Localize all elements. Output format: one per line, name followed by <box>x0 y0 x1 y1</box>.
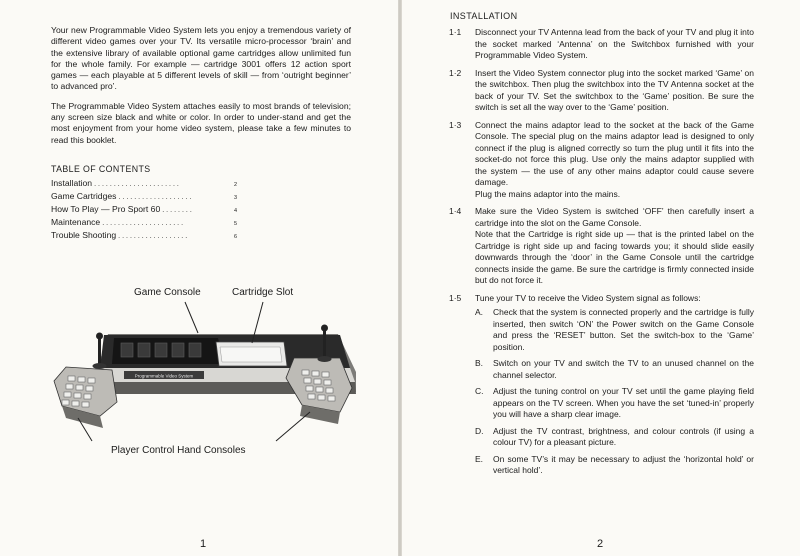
step-text: Disconnect your TV Antenna lead from the back of your TV and plug it into the socket marked ‘Antenna’ on the Switchbox furnished with your Programmable Video System. <box>475 27 754 60</box>
step-text: Make sure the Video System is switched ‘OFF’ then carefully insert a cartridge into the slot on the Game Console. <box>475 206 754 228</box>
step-item <box>449 120 754 201</box>
toc-page-number: 2 <box>233 182 237 188</box>
substep-letter: A. <box>475 307 484 317</box>
substep-letter: E. <box>475 453 484 464</box>
step-extra-text: Plug the mains adaptor into the mains. <box>475 188 621 199</box>
substep-list <box>475 307 754 477</box>
substep-letter: B. <box>475 358 484 368</box>
intro-paragraph: The Programmable Video System attaches easily to most brands of television; any screen size black and white or color. In order to under-stand and get the most enjoyment from your home video system, please take a few minutes to read this booklet. <box>51 100 351 145</box>
step-item <box>449 68 754 114</box>
intro-paragraph: Your new Programmable Video System lets you enjoy a tremendous variety of different video games over your TV. Its versatile micro-processor ‘brain’ and the extensive library of available optional game cartridges allow unlimited fun for the whole family. For example — cartridge 3001 offers 12 action sport games — each playable at 5 different levels of skill — from ‘outright beginner’ to advanced pro’. <box>51 25 351 92</box>
toc-leader: ................... <box>118 193 194 201</box>
page-number: 2 <box>597 538 604 550</box>
step-number: 1·4 <box>449 206 462 216</box>
substep-letter: D. <box>475 425 484 436</box>
toc-entry-label: Installation <box>51 178 93 188</box>
page-number: 1 <box>200 538 207 550</box>
toc-page-number: 4 <box>233 207 237 214</box>
substep-item <box>475 386 754 421</box>
substep-item <box>475 358 754 381</box>
left-page <box>0 0 398 556</box>
substep-text: Check that the system is connected properly and the cartridge is fully inserted, then switch ‘ON’ the Power switch on the Game Console and press the ‘RESET’ button. Set the switch-box to the ‘Game’ position. <box>493 307 754 352</box>
step-item <box>449 293 754 477</box>
step-number: 1·3 <box>449 119 462 130</box>
callout-game-console: Game Console <box>134 287 201 298</box>
step-item <box>449 27 754 62</box>
toc-leader: ..................... <box>102 219 186 227</box>
substep-item <box>475 454 754 477</box>
callout-hand-consoles: Player Control Hand Consoles <box>111 445 246 456</box>
toc-page-number: 5 <box>233 220 237 227</box>
substep-text: Adjust the tuning control on your TV set until the game playing field appears on the TV screen. When you have the set ‘tuned-in’ properly you will have a sharp clear image. <box>493 386 754 419</box>
step-extra-text: Note that the Cartridge is right side up — that is the printed label on the Cartridge is right side up and facing towards you; it should slide easily downwards through the ‘door’ in the Game Console until the cartridge connects inside the game. Be sure the cartridge is firmly connected inside but do not force it. <box>475 229 754 285</box>
console-label-text: Programmable Video System <box>134 373 194 379</box>
toc-leader: ........ <box>162 206 194 214</box>
step-text: Tune your TV to receive the Video System signal as follows: <box>475 292 701 303</box>
step-number: 1·2 <box>449 67 462 78</box>
substep-letter: C. <box>475 386 484 396</box>
step-number: 1·1 <box>449 27 462 37</box>
section-heading: INSTALLATION <box>450 11 518 21</box>
step-number: 1·5 <box>449 292 462 303</box>
substep-text: Adjust the TV contrast, brightness, and colour controls (if using a colour TV) for a pleasant picture. <box>493 425 754 447</box>
installation-steps <box>449 27 754 483</box>
step-item <box>449 206 754 287</box>
console-illustration <box>0 0 398 556</box>
substep-text: On some TV’s it may be necessary to adjust the ‘horizontal hold’ or vertical hold’. <box>493 453 754 475</box>
substep-item <box>475 307 754 353</box>
step-text: Insert the Video System connector plug into the socket marked ‘Game’ on the switchbox. Then plug the switchbox into the TV Antenna socket at the back of your TV. Set the switchbox to the ‘Game’ position. Be sure the switch is set all the way over to the ‘Game’ position. <box>475 67 754 112</box>
step-text: Connect the mains adaptor lead to the socket at the back of the Game Console. The special plug on the mains adaptor lead is designed to only connect if the plug is aligned correctly so turn the plug until it fits into the socket-do not force this plug. Use only the mains adaptor supplied with the system — the use of any other mains adaptor could cause severe damage. <box>475 119 754 187</box>
toc-page-number: 6 <box>233 233 237 240</box>
toc-page-number: 3 <box>233 194 237 201</box>
toc-entry-label: How To Play — Pro Sport 60 <box>51 203 161 214</box>
callout-cartridge-slot: Cartridge Slot <box>232 287 294 298</box>
toc-title: TABLE OF CONTENTS <box>51 164 151 174</box>
toc-entry-label: Game Cartridges <box>51 190 117 201</box>
toc-entry-label: Maintenance <box>51 216 101 227</box>
toc-leader: ...................... <box>94 181 181 188</box>
toc-leader: .................. <box>118 232 190 240</box>
substep-text: Switch on your TV and switch the TV to an unused channel on the channel selector. <box>493 358 754 380</box>
substep-item <box>475 426 754 449</box>
toc-entry-label: Trouble Shooting <box>51 229 117 240</box>
